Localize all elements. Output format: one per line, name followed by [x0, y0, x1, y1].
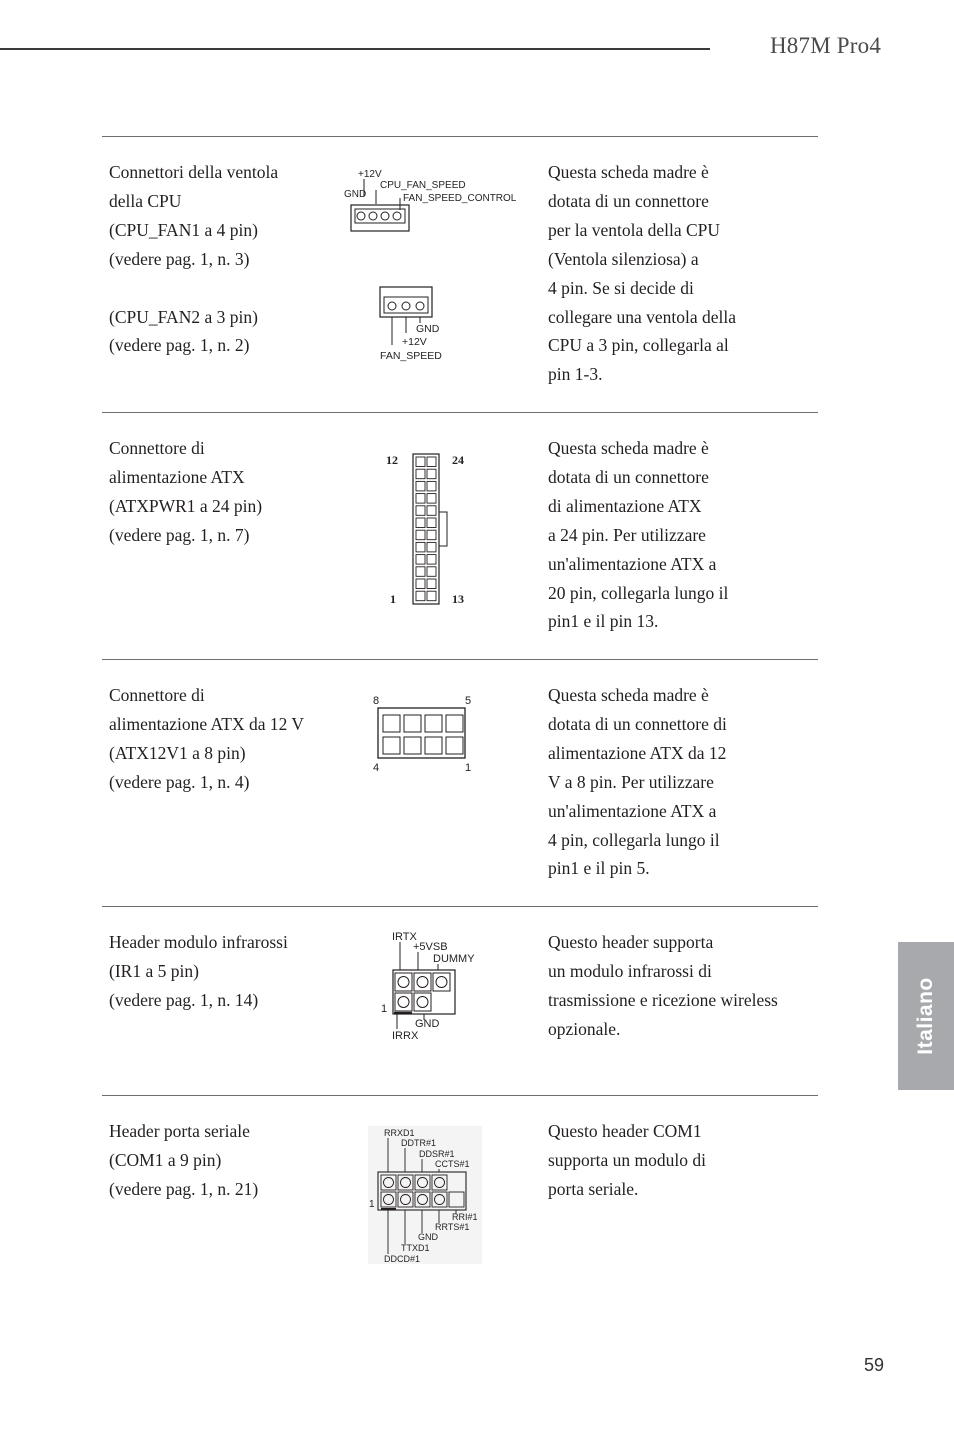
text-line: un'alimentazione ATX a	[548, 553, 717, 574]
text-line: Questo header supporta	[548, 932, 714, 952]
pin-label: GND	[416, 323, 440, 335]
pin-cell	[416, 457, 425, 467]
pin-label: TTXD1	[401, 1243, 430, 1253]
text-line: un modulo infrarossi di	[548, 960, 712, 981]
text-line: collegare una ventola della	[548, 306, 737, 327]
text-line: (vedere pag. 1, n. 21)	[109, 1178, 259, 1199]
pin-label: IRRX	[392, 1030, 419, 1042]
pin-label: GND	[344, 189, 367, 200]
pin-label: DDSR#1	[419, 1149, 455, 1159]
pin-number: 8	[373, 695, 380, 707]
atx12v-8pin-diagram	[368, 690, 478, 776]
pin-number: 24	[452, 453, 464, 467]
pin-label: FAN_SPEED_CONTROL	[403, 193, 517, 204]
serial-port-diagram	[368, 1126, 482, 1264]
pin-cell	[427, 518, 436, 528]
text-line: trasmissione e ricezione wireless	[548, 989, 778, 1010]
pin-cell	[416, 555, 425, 565]
pin-cell	[416, 530, 425, 540]
text-line: Questa scheda madre è	[548, 438, 709, 458]
text-line: 4 pin. Se si decide di	[548, 277, 694, 298]
pin-cell	[427, 494, 436, 504]
language-tab-label: Italiano	[914, 977, 938, 1055]
section-divider	[102, 659, 818, 660]
pin-label: 1	[381, 1003, 388, 1015]
pin-cell	[427, 579, 436, 589]
pin-label: 1	[369, 1199, 375, 1210]
serial-port-description	[548, 1117, 818, 1204]
text-line: alimentazione ATX	[109, 466, 245, 487]
text-line: dotata di un connettore di	[548, 713, 727, 734]
pin-number: 5	[465, 695, 472, 707]
text-line: Questo header COM1	[548, 1121, 702, 1141]
pin-number: 12	[386, 453, 398, 467]
pin-label: IRTX	[392, 931, 417, 943]
text-line: Header porta seriale	[109, 1121, 250, 1141]
text-line: un'alimentazione ATX a	[548, 800, 717, 821]
pin-cell	[416, 481, 425, 491]
cpu-fan-description	[548, 158, 818, 389]
text-line: Questa scheda madre è	[548, 162, 709, 182]
pin-cell	[427, 591, 436, 601]
text-line: opzionale.	[548, 1018, 621, 1039]
pin-cell	[427, 542, 436, 552]
pin-cell	[427, 530, 436, 540]
text-line: (CPU_FAN2 a 3 pin)	[109, 306, 258, 327]
pin-label: RRXD1	[384, 1128, 415, 1138]
text-line: pin 1-3.	[548, 364, 603, 385]
section-divider	[102, 136, 818, 137]
language-tab	[898, 942, 954, 1090]
pin-number: 1	[465, 762, 472, 774]
pin-cell	[427, 555, 436, 565]
text-line: di alimentazione ATX	[548, 495, 702, 516]
text-line: (ATXPWR1 a 24 pin)	[109, 495, 263, 516]
atx12v-title	[109, 681, 339, 797]
pin-number: 13	[452, 592, 464, 606]
pin-cell	[427, 457, 436, 467]
text-line: Header modulo infrarossi	[109, 932, 288, 952]
pin-label: DDTR#1	[401, 1138, 437, 1148]
pin-label: +12V	[402, 336, 427, 348]
text-line: pin1 e il pin 13.	[548, 611, 659, 632]
text-line: (ATX12V1 a 8 pin)	[109, 742, 246, 763]
text-line: a 24 pin. Per utilizzare	[548, 524, 706, 545]
ir-header-description	[548, 928, 818, 1044]
section-divider	[102, 412, 818, 413]
header-title: H87M Pro4	[770, 33, 882, 58]
pin-label: RRI#1	[452, 1212, 478, 1222]
header-rule	[0, 48, 710, 50]
pin-label: GND	[415, 1018, 440, 1030]
pin-cell	[427, 567, 436, 577]
text-line: alimentazione ATX da 12	[548, 742, 727, 763]
pin-label: CCTS#1	[435, 1159, 470, 1169]
text-line: (vedere pag. 1, n. 2)	[109, 335, 250, 356]
pin-cell	[427, 506, 436, 516]
atx-power-description	[548, 434, 818, 636]
text-line: dotata di un connettore	[548, 466, 709, 487]
pin-cell	[416, 518, 425, 528]
pin-cell	[416, 542, 425, 552]
atx-24pin-diagram	[382, 448, 472, 610]
pin-number: 4	[373, 762, 380, 774]
pin-cell	[416, 494, 425, 504]
ir-header-title	[109, 928, 339, 1015]
pin-cell	[427, 481, 436, 491]
pin-label: FAN_SPEED	[380, 350, 442, 362]
text-line: V a 8 pin. Per utilizzare	[548, 771, 714, 792]
pin-cell	[416, 567, 425, 577]
text-line: (vedere pag. 1, n. 14)	[109, 989, 259, 1010]
pin-cell	[416, 579, 425, 589]
atx-power-title	[109, 434, 339, 550]
serial-port-title	[109, 1117, 339, 1204]
text-line: (vedere pag. 1, n. 4)	[109, 771, 250, 792]
pin-cell	[427, 469, 436, 479]
text-line: dotata di un connettore	[548, 190, 709, 211]
text-line: 20 pin, collegarla lungo il	[548, 582, 729, 603]
text-line: Questa scheda madre è	[548, 685, 709, 705]
pin-label: CPU_FAN_SPEED	[380, 180, 466, 191]
text-line: pin1 e il pin 5.	[548, 858, 650, 879]
text-line: Connettore di	[109, 438, 205, 458]
text-line: (vedere pag. 1, n. 7)	[109, 524, 250, 545]
ir-header-diagram	[378, 928, 488, 1044]
atx12v-description	[548, 681, 818, 883]
pin-label: +12V	[358, 169, 382, 180]
text-line: CPU a 3 pin, collegarla al	[548, 335, 729, 356]
cpu-fan-4pin-diagram	[340, 164, 530, 240]
text-line: (COM1 a 9 pin)	[109, 1149, 222, 1170]
pin-label: GND	[418, 1232, 438, 1242]
pin-cell	[416, 506, 425, 516]
text-line: della CPU	[109, 190, 182, 211]
pin-label: DUMMY	[433, 953, 475, 965]
section-divider	[102, 1095, 818, 1096]
pin-cell	[416, 469, 425, 479]
text-line: (IR1 a 5 pin)	[109, 960, 199, 981]
text-line: (vedere pag. 1, n. 3)	[109, 248, 250, 269]
page-number: 59	[864, 1355, 885, 1375]
text-line: (CPU_FAN1 a 4 pin)	[109, 219, 258, 240]
section-divider	[102, 906, 818, 907]
text-line: per la ventola della CPU	[548, 219, 721, 240]
pin-number: 1	[390, 592, 396, 606]
text-line: Connettore di	[109, 685, 205, 705]
text-line: porta seriale.	[548, 1178, 639, 1199]
text-line: Connettori della ventola	[109, 162, 279, 182]
text-line: (Ventola silenziosa) a	[548, 248, 699, 269]
pin-label: +5VSB	[413, 941, 448, 953]
text-line: alimentazione ATX da 12 V	[109, 713, 305, 734]
text-line: supporta un modulo di	[548, 1149, 706, 1170]
text-line: 4 pin, collegarla lungo il	[548, 829, 720, 850]
pin-cell	[416, 591, 425, 601]
pin-label: RRTS#1	[435, 1222, 470, 1232]
cpu-fan-3pin-diagram	[376, 285, 476, 367]
pin-label: DDCD#1	[384, 1254, 421, 1264]
cpu-fan-title	[109, 158, 339, 360]
